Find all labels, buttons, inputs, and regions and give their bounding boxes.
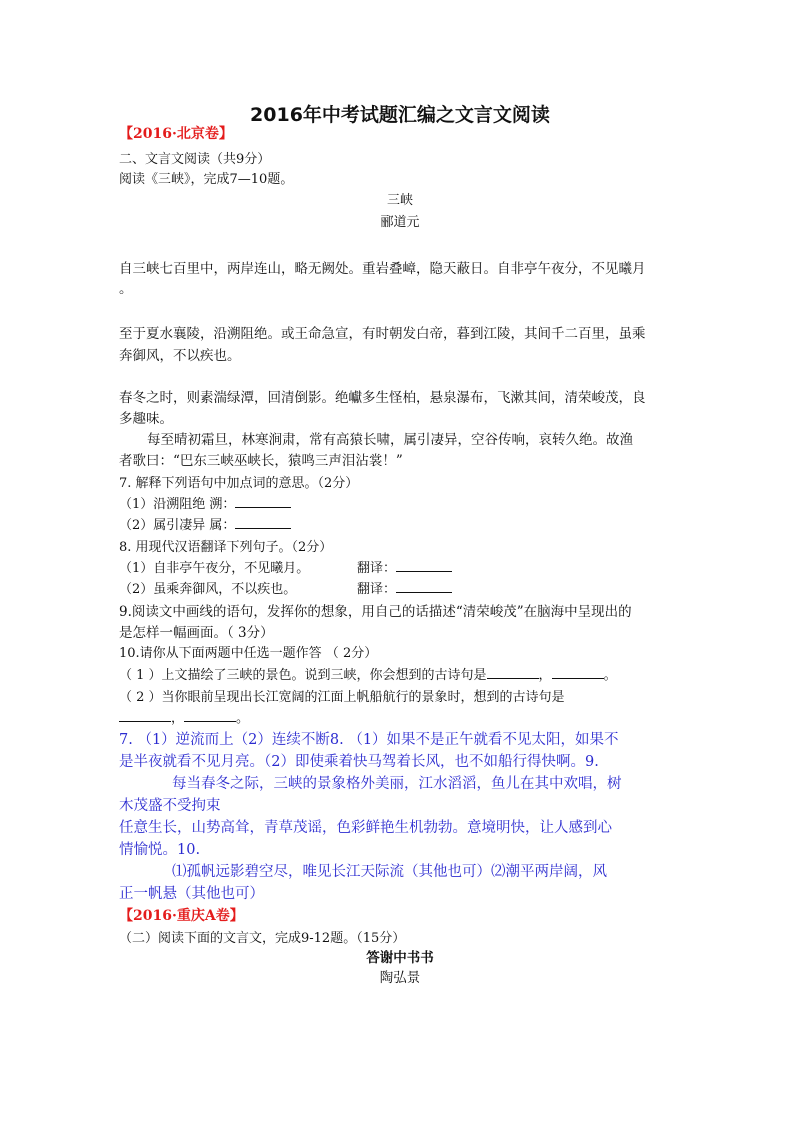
- answer-blank[interactable]: [184, 709, 236, 722]
- answer-line-7: ⑴孤帆远影碧空尽，唯见长江天际流（其他也可）⑵潮平两岸阔，风: [172, 864, 607, 880]
- answer-line-1: 7. （1）逆流而上（2）连续不断8. （1）如果不是正午就看不见太阳，如果不: [119, 732, 619, 748]
- section-heading: 二、文言文阅读（共9分）: [119, 152, 271, 167]
- question-10: 10.请你从下面两题中任选一题作答 （ 2分）: [119, 646, 378, 661]
- question-8-2: （2）虽乘奔御风，不以疾也。: [119, 582, 297, 597]
- comma: ，: [171, 711, 185, 726]
- translate-label: 翻译：: [357, 561, 397, 576]
- answer-blank[interactable]: [235, 516, 291, 529]
- answer-blank[interactable]: [235, 495, 291, 508]
- answer-blank[interactable]: [396, 580, 452, 593]
- document-title: 2016年中考试题汇编之文言文阅读: [250, 104, 550, 126]
- question-8-1: （1）自非亭午夜分，不见曦月。: [119, 561, 310, 576]
- question-9-line-1: 9.阅读文中画线的语句，发挥你的想象，用自己的话描述“清荣峻茂”在脑海中呈现出的: [119, 604, 632, 620]
- question-7-1-text: （1）沿溯阻绝 溯：: [119, 497, 236, 512]
- section-label-chongqing: 【2016·重庆A卷】: [119, 908, 244, 924]
- instruction: 阅读《三峡》，完成7—10题。: [119, 172, 294, 187]
- paragraph-1-line-2: 。: [119, 281, 133, 297]
- answer-line-6: 情愉悦。10.: [119, 842, 201, 858]
- answer-blank[interactable]: [396, 559, 452, 572]
- paragraph-4-line-1: 每至晴初霜旦，林寒涧肃，常有高猿长啸，属引凄异，空谷传响，哀转久绝。故渔: [147, 432, 633, 448]
- text-title-2: 答谢中书书: [366, 950, 434, 966]
- question-10-2-blanks: [119, 707, 249, 726]
- answer-line-3: 每当春冬之际，三峡的景象格外美丽，江水滔滔，鱼儿在其中欢唱，树: [172, 776, 622, 792]
- question-7-1: [119, 493, 291, 512]
- section-label-beijing: 【2016·北京卷】: [119, 126, 233, 142]
- question-10-2: （ 2 ）当你眼前呈现出长江宽阔的江面上帆船航行的景象时，想到的古诗句是: [119, 690, 565, 705]
- comma: ，: [538, 668, 552, 683]
- translate-label: 翻译：: [357, 582, 397, 597]
- period: 。: [603, 668, 617, 683]
- section-2-instruction: （二）阅读下面的文言文，完成9-12题。（15分）: [119, 931, 406, 946]
- translate-2: [357, 578, 452, 597]
- answer-blank[interactable]: [552, 666, 604, 679]
- question-7: 7. 解释下列语句中加点词的意思。（2分）: [119, 476, 359, 491]
- answer-blank[interactable]: [119, 709, 171, 722]
- paragraph-2-line-2: 奔御风，不以疾也。: [119, 348, 241, 364]
- question-10-1-text: （ 1 ）上文描绘了三峡的景色。说到三峡，你会想到的古诗句是: [119, 668, 487, 683]
- paragraph-4-line-2: 者歌曰：“巴东三峡巫峡长，猿鸣三声泪沾裳！”: [119, 453, 403, 469]
- paragraph-2-line-1: 至于夏水襄陵，沿溯阻绝。或王命急宣，有时朝发白帝，暮到江陵，其间千二百里，虽乘: [119, 326, 646, 342]
- text-author-2: 陶弘景: [379, 970, 421, 986]
- text-author: 郦道元: [380, 215, 420, 230]
- question-9-line-2: 是怎样一幅画面。（ 3分）: [119, 625, 274, 641]
- question-10-1: [119, 664, 617, 683]
- answer-blank[interactable]: [487, 666, 539, 679]
- answer-line-2: 是半夜就看不见月亮。（2）即使乘着快马驾着长风，也不如船行得快啊。9.: [119, 754, 599, 770]
- answer-line-8: 正一帆悬（其他也可）: [119, 886, 264, 902]
- answer-line-5: 任意生长，山势高耸，青草茂谣，色彩鲜艳生机勃勃。意境明快，让人感到心: [119, 820, 612, 836]
- paragraph-3-line-2: 多趣味。: [119, 411, 173, 427]
- question-8: 8. 用现代汉语翻译下列句子。（2分）: [119, 540, 333, 555]
- translate-1: [357, 557, 452, 576]
- paragraph-1-line-1: 自三峡七百里中，两岸连山，略无阙处。重岩叠嶂，隐天蔽日。自非亭午夜分，不见曦月: [119, 261, 646, 277]
- paragraph-3-line-1: 春冬之时，则素湍绿潭，回清倒影。绝巘多生怪柏，悬泉瀑布，飞漱其间，清荣峻茂，良: [119, 390, 646, 406]
- answer-line-4: 木茂盛不受拘束: [119, 798, 221, 814]
- question-7-2: [119, 514, 291, 533]
- text-title: 三峡: [386, 193, 413, 208]
- period: 。: [236, 711, 250, 726]
- question-7-2-text: （2）属引凄异 属：: [119, 518, 236, 533]
